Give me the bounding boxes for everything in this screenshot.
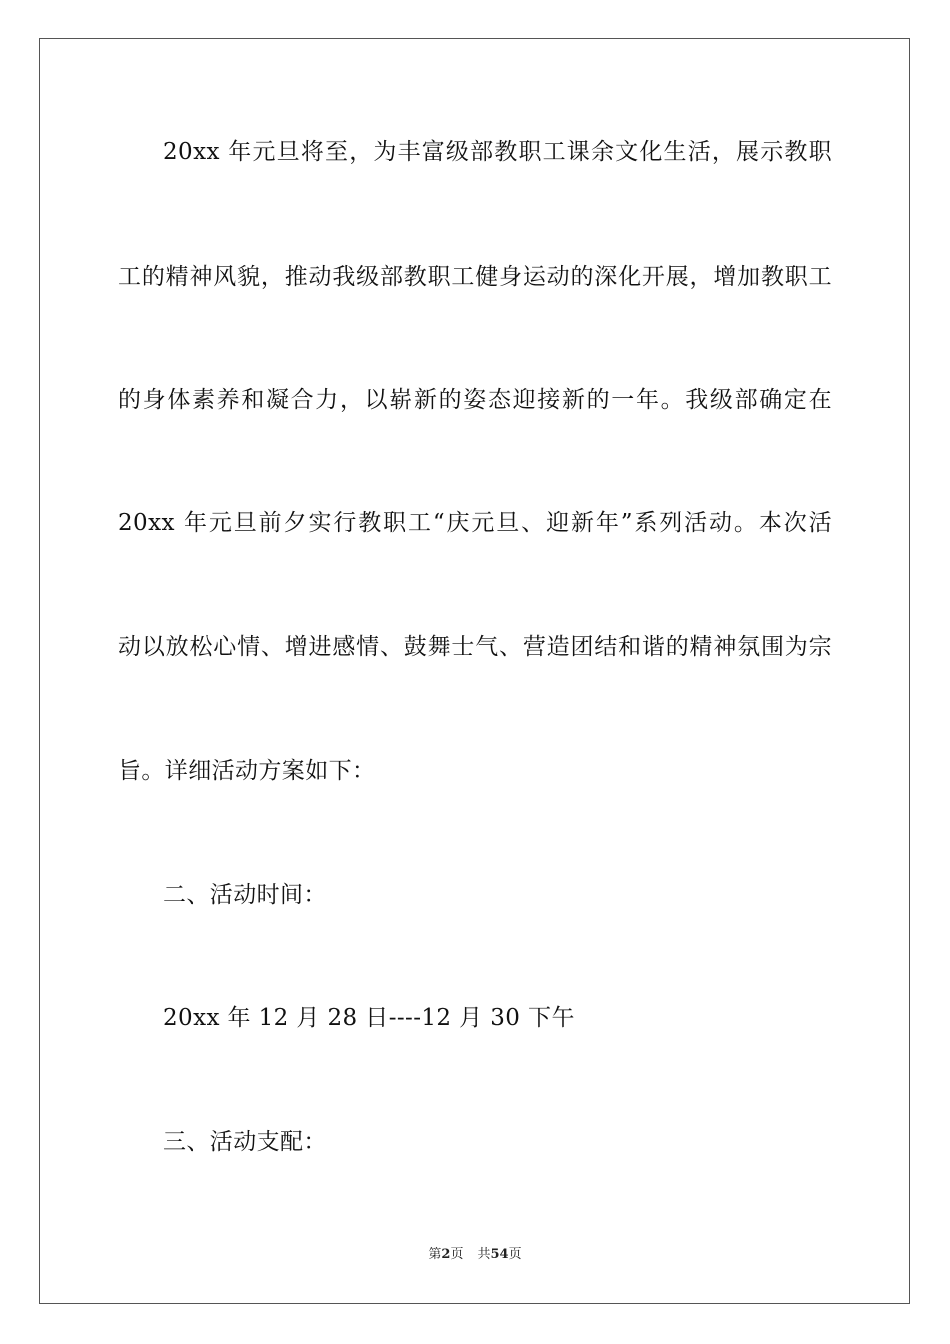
- activity-date-range: 20xx 年 12 月 28 日----12 月 30 下午: [163, 1005, 575, 1031]
- footer-page-number: 2: [441, 1247, 451, 1262]
- footer-prefix: 第: [428, 1247, 442, 1262]
- footer-total-prefix: 共: [477, 1247, 491, 1262]
- footer-total-suffix: 页: [508, 1247, 522, 1262]
- paragraph-line-1: 20xx 年元旦将至，为丰富级部教职工课余文化生活，展示教职: [163, 139, 832, 165]
- paragraph-line-2: 工的精神风貌，推动我级部教职工健身运动的深化开展，增加教职工: [118, 264, 832, 290]
- footer-total-pages: 54: [490, 1247, 509, 1262]
- paragraph-line-4: 20xx 年元旦前夕实行教职工“庆元旦、迎新年”系列活动。本次活: [118, 510, 832, 536]
- section-heading-time: 二、活动时间：: [163, 882, 327, 908]
- footer-page-suffix: 页: [450, 1247, 464, 1262]
- paragraph-line-5: 动以放松心情、增进感情、鼓舞士气、营造团结和谐的精神氛围为宗: [118, 634, 832, 660]
- paragraph-line-3: 的身体素养和凝合力，以崭新的姿态迎接新的一年。我级部确定在: [118, 387, 832, 413]
- section-heading-arrangement: 三、活动支配：: [163, 1129, 327, 1155]
- page-footer: [0, 1246, 950, 1264]
- page-border: [39, 38, 910, 1304]
- paragraph-line-6: 旨。详细活动方案如下：: [118, 758, 376, 784]
